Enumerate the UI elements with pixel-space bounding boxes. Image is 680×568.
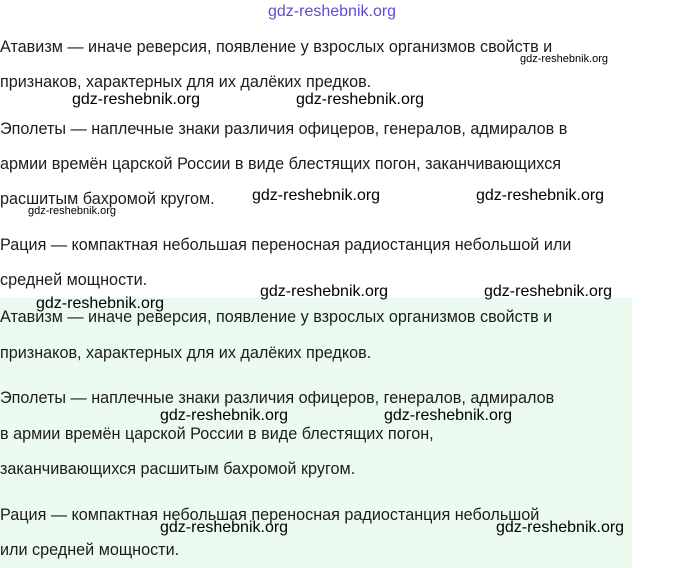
text-line-radio-1: Рация — компактная небольшая переносная радиостанция небольшой или <box>0 236 572 254</box>
answer-line-radio-2: или средней мощности. <box>0 541 180 559</box>
text-line-epaulettes-2: армии времён царской России в виде блестящих погон, заканчивающихся <box>0 155 562 173</box>
text-line-atavism-2: признаков, характерных для их далёких предков. <box>0 73 372 91</box>
watermark-top: gdz-reshebnik.org <box>268 3 397 20</box>
text-line-epaulettes-3: расшитым бахромой кругом. <box>0 190 215 208</box>
answer-line-atavism-1: Атавизм — иначе реверсия, появление у взрослых организмов свойств и <box>0 308 553 326</box>
watermark: gdz-reshebnik.org <box>72 91 201 108</box>
watermark: gdz-reshebnik.org <box>36 295 165 312</box>
text-line-radio-2: средней мощности. <box>0 271 148 289</box>
answer-line-atavism-2: признаков, характерных для их далёких предков. <box>0 344 372 362</box>
watermark: gdz-reshebnik.org <box>252 187 381 204</box>
watermark: gdz-reshebnik.org <box>260 283 389 300</box>
watermark: gdz-reshebnik.org <box>384 407 513 424</box>
watermark: gdz-reshebnik.org <box>484 283 613 300</box>
answer-line-epaulettes-2: в армии времён царской России в виде блестящих погон, <box>0 425 434 443</box>
text-line-atavism-1: Атавизм — иначе реверсия, появление у взрослых организмов свойств и <box>0 38 553 56</box>
watermark: gdz-reshebnik.org <box>520 53 609 65</box>
watermark: gdz-reshebnik.org <box>496 519 625 536</box>
watermark: gdz-reshebnik.org <box>296 91 425 108</box>
watermark: gdz-reshebnik.org <box>28 205 117 217</box>
watermark: gdz-reshebnik.org <box>160 407 289 424</box>
watermark: gdz-reshebnik.org <box>160 519 289 536</box>
answer-line-epaulettes-3: заканчивающихся расшитым бахромой кругом. <box>0 460 356 478</box>
text-line-epaulettes-1: Эполеты — наплечные знаки различия офицеров, генералов, адмиралов в <box>0 120 568 138</box>
answer-line-radio-1: Рация — компактная небольшая переносная радиостанция небольшой <box>0 506 540 524</box>
watermark: gdz-reshebnik.org <box>476 187 605 204</box>
answer-line-epaulettes-1: Эполеты — наплечные знаки различия офицеров, генералов, адмиралов <box>0 389 555 407</box>
